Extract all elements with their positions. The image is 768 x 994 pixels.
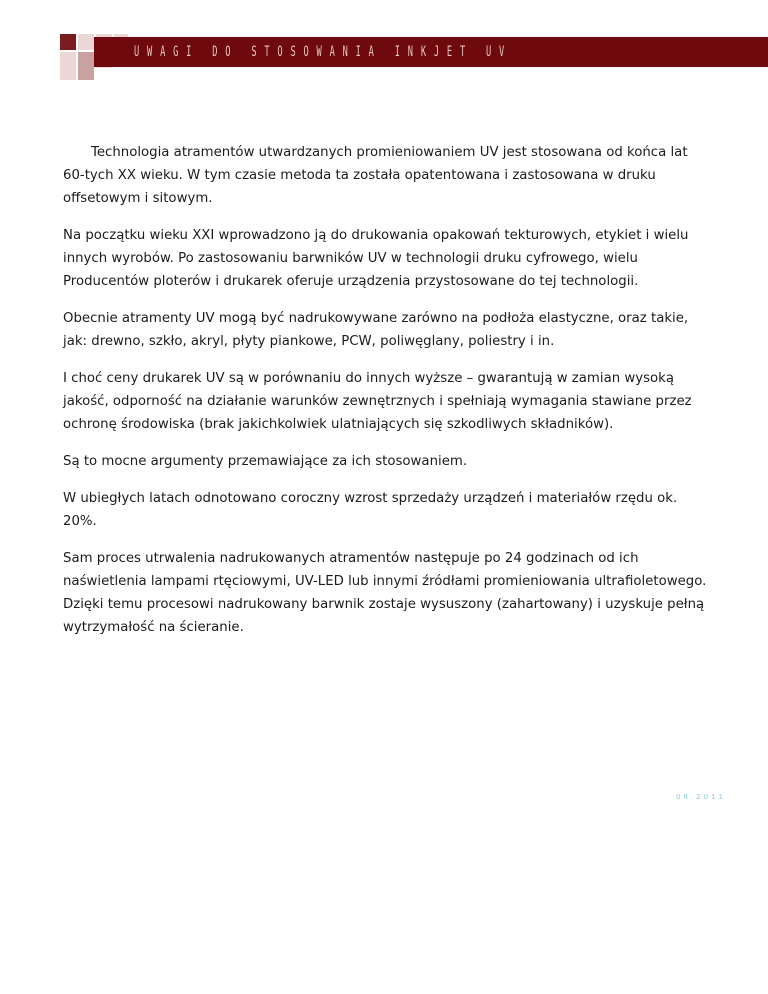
footer-date: 08.2011	[676, 793, 726, 801]
decor-square	[78, 68, 94, 80]
decor-square	[60, 68, 76, 80]
paragraph: Technologia atramentów utwardzanych promieniowaniem UV jest stosowana od końca lat 60-tych XX wieku. W tym czasie metoda ta została opatentowana i zastosowana w druku offsetowym i sitowym.	[63, 145, 688, 206]
decor-square	[78, 52, 94, 68]
decor-square	[60, 34, 76, 50]
paragraph: Obecnie atramenty UV mogą być nadrukowywane zarówno na podłoża elastyczne, oraz takie, jak: drewno, szkło, akryl, płyty piankowe, PCW, poliwęglany, poliestry i in.	[63, 311, 689, 349]
header-title: UWAGI DO STOSOWANIA INKJET UV	[134, 44, 513, 60]
paragraph: W ubiegłych latach odnotowano coroczny wzrost sprzedaży urządzeń i materiałów rzędu ok. 20%.	[63, 491, 678, 529]
paragraph: Na początku wieku XXI wprowadzono ją do drukowania opakowań tekturowych, etykiet i wielu innych wyrobów. Po zastosowaniu barwników UV w technologii druku cyfrowego, wielu Producentów ploterów i drukarek oferuje urządzenia przystosowane do tej technologii.	[63, 228, 689, 289]
paragraph: Są to mocne argumenty przemawiające za ich stosowaniem.	[63, 454, 468, 469]
paragraph: I choć ceny drukarek UV są w porównaniu do innych wyższe – gwarantują w zamian wysoką jakość, odporność na działanie warunków zewnętrznych i spełniają wymagania stawiane przez ochronę środowiska (brak jakichkolwiek ulatniających się szkodliwych składników).	[63, 371, 692, 432]
decor-square	[78, 34, 94, 50]
document-body	[63, 141, 708, 653]
decor-square	[60, 52, 76, 68]
paragraph: Sam proces utrwalenia nadrukowanych atramentów następuje po 24 godzinach od ich naświetlenia lampami rtęciowymi, UV-LED lub innymi źródłami promieniowania ultrafioletowego. Dzięki temu procesowi nadrukowany barwnik zostaje wysuszony (zahartowany) i uzyskuje pełną wytrzymałość na ścieranie.	[63, 551, 707, 635]
